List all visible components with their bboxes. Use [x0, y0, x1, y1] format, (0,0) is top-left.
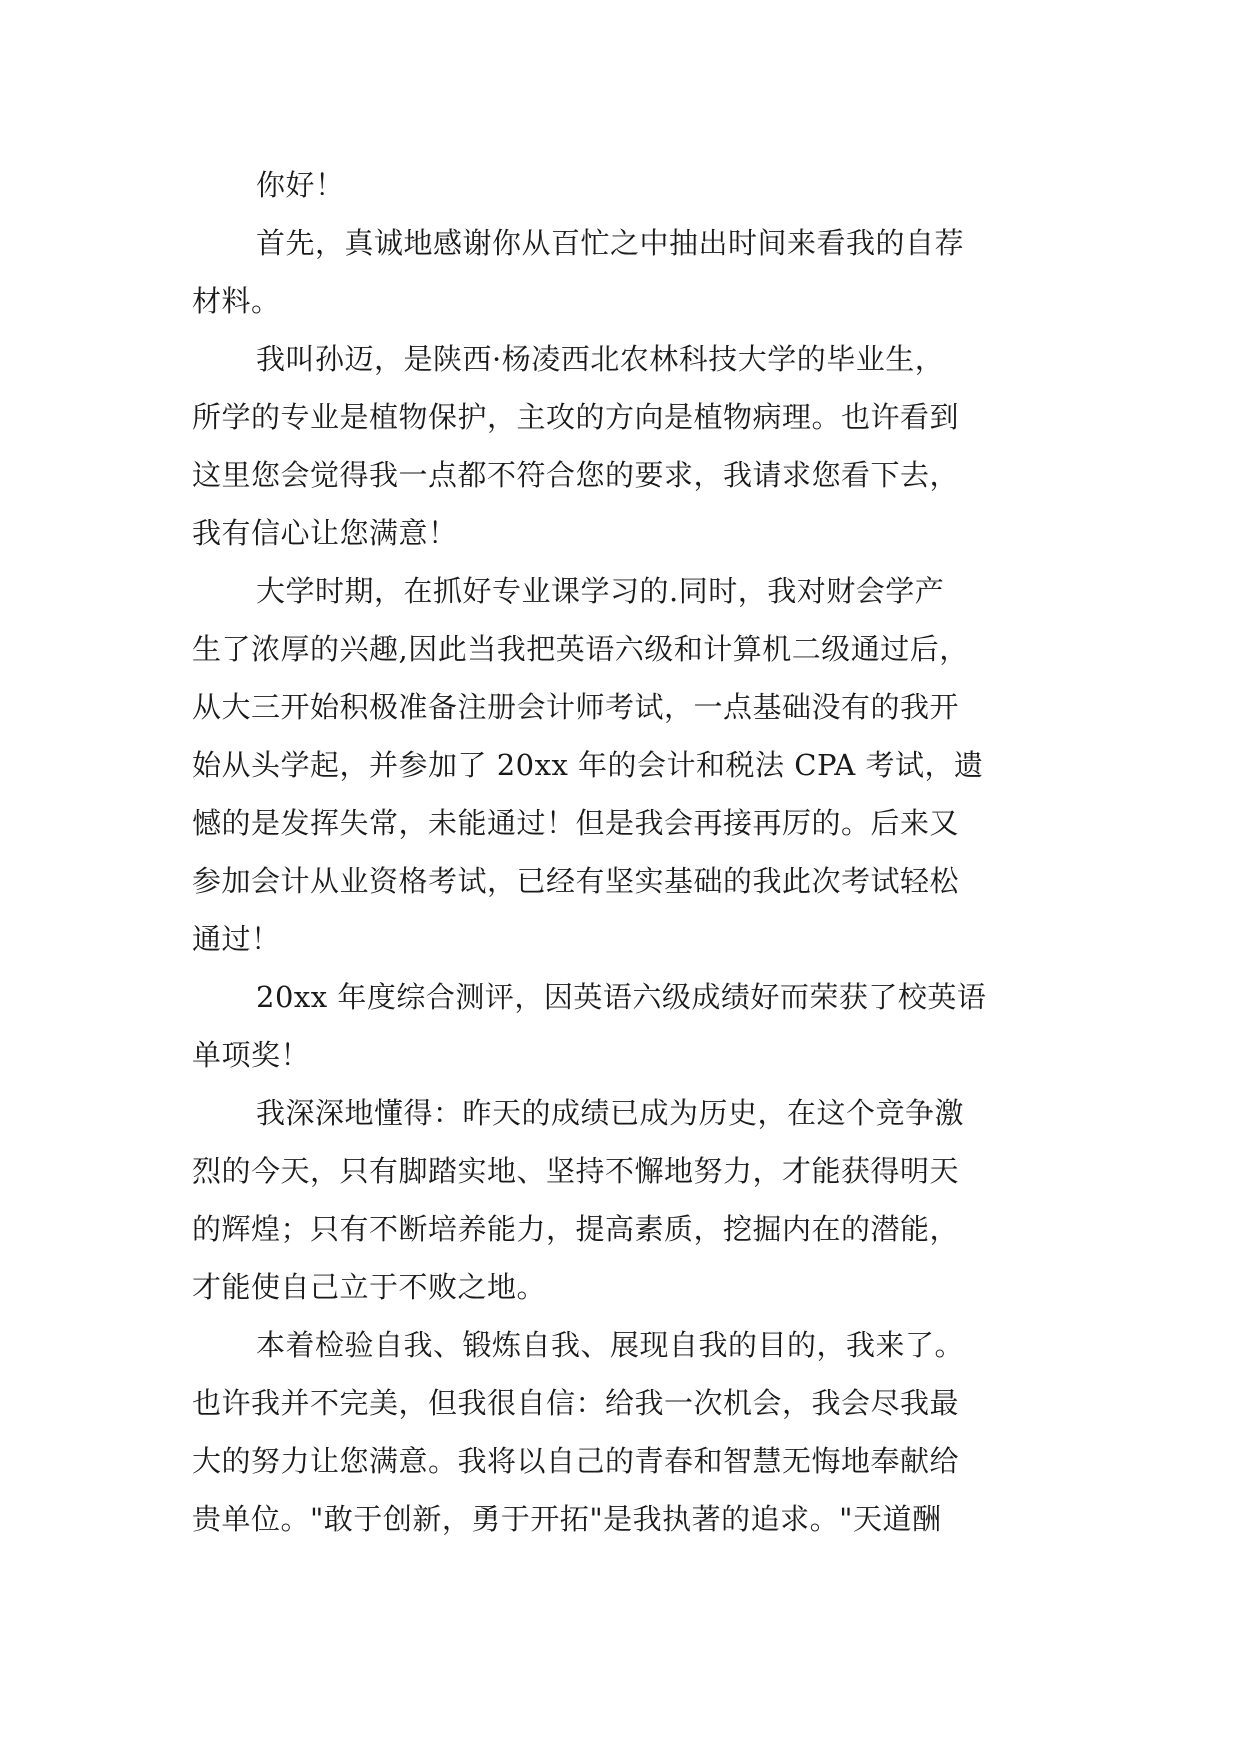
text-line: 从大三开始积极准备注册会计师考试，一点基础没有的我开 — [192, 690, 960, 724]
text-line: 才能使自己立于不败之地。 — [192, 1270, 547, 1304]
text-line: 生了浓厚的兴趣,因此当我把英语六级和计算机二级通过后， — [192, 632, 969, 666]
text-line: 参加会计从业资格考试，已经有坚实基础的我此次考试轻松 — [192, 864, 960, 898]
text-line: 烈的今天，只有脚踏实地、坚持不懈地努力，才能获得明天 — [192, 1154, 960, 1188]
letter-body — [192, 156, 1052, 1548]
text-line: 通过！ — [192, 922, 281, 956]
text-line: 的辉煌；只有不断培养能力，提高素质，挖掘内在的潜能， — [192, 1212, 960, 1246]
text-line: 我叫孙迈，是陕西·杨凌西北农林科技大学的毕业生， — [256, 342, 945, 376]
text-line: 所学的专业是植物保护，主攻的方向是植物病理。也许看到 — [192, 400, 960, 434]
text-line: 单项奖！ — [192, 1038, 311, 1072]
text-line: 我有信心让您满意！ — [192, 516, 458, 550]
text-line: 大的努力让您满意。我将以自己的青春和智慧无悔地奉献给 — [192, 1444, 960, 1478]
text-line: 20xx 年度综合测评，因英语六级成绩好而荣获了校英语 — [256, 980, 987, 1014]
text-line: 我深深地懂得：昨天的成绩已成为历史，在这个竞争激 — [256, 1096, 965, 1130]
text-line: 首先，真诚地感谢你从百忙之中抽出时间来看我的自荐 — [256, 226, 965, 260]
text-line: 憾的是发挥失常，未能通过！但是我会再接再厉的。后来又 — [192, 806, 960, 840]
text-line: 你好！ — [256, 168, 345, 202]
text-line: 始从头学起，并参加了 20xx 年的会计和税法 CPA 考试，遗 — [192, 748, 984, 782]
text-line: 本着检验自我、锻炼自我、展现自我的目的，我来了。 — [256, 1328, 965, 1362]
text-line: 这里您会觉得我一点都不符合您的要求，我请求您看下去， — [192, 458, 960, 492]
text-line: 贵单位。"敢于创新，勇于开拓"是我执著的追求。"天道酬 — [192, 1502, 942, 1536]
text-line: 大学时期，在抓好专业课学习的.同时，我对财会学产 — [256, 574, 945, 608]
text-line: 也许我并不完美，但我很自信：给我一次机会，我会尽我最 — [192, 1386, 960, 1420]
text-line: 材料。 — [192, 284, 281, 318]
